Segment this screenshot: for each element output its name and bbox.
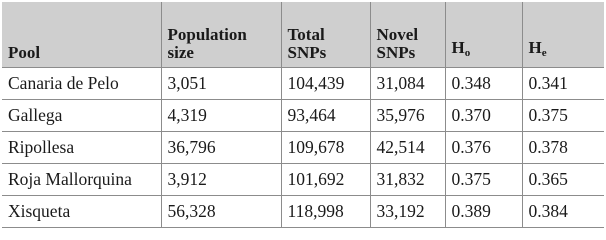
cell-pool: Roja Mallorquina xyxy=(2,164,161,196)
header-total-snps xyxy=(281,2,370,68)
cell-pool: Gallega xyxy=(2,100,161,132)
header-ho-subscript: o xyxy=(464,47,471,59)
header-he-subscript: e xyxy=(541,47,547,59)
cell-population-size: 36,796 xyxy=(161,132,281,164)
header-population-size-line2: size xyxy=(167,43,194,62)
cell-he: 0.365 xyxy=(522,164,604,196)
header-novel-snps-line1: Novel xyxy=(376,25,419,44)
header-total-snps-line1: Total xyxy=(287,25,325,44)
cell-pool: Xisqueta xyxy=(2,196,161,228)
cell-population-size: 56,328 xyxy=(161,196,281,228)
header-novel-snps-line2: SNPs xyxy=(376,43,416,62)
cell-ho: 0.375 xyxy=(445,164,522,196)
snp-summary-table-container xyxy=(2,2,604,230)
cell-total-snps: 109,678 xyxy=(281,132,370,164)
snp-summary-table xyxy=(2,2,604,228)
header-population-size xyxy=(161,2,281,68)
cell-ho: 0.376 xyxy=(445,132,522,164)
cell-population-size: 4,319 xyxy=(161,100,281,132)
cell-ho: 0.370 xyxy=(445,100,522,132)
cell-novel-snps: 33,192 xyxy=(370,196,445,228)
cell-total-snps: 104,439 xyxy=(281,68,370,100)
cell-pool: Canaria de Pelo xyxy=(2,68,161,100)
cell-novel-snps: 31,832 xyxy=(370,164,445,196)
table-row xyxy=(2,196,604,228)
cell-ho: 0.348 xyxy=(445,68,522,100)
cell-novel-snps: 31,084 xyxy=(370,68,445,100)
cell-he: 0.341 xyxy=(522,68,604,100)
header-ho-base: H xyxy=(451,38,465,57)
header-pool xyxy=(2,2,161,68)
table-row xyxy=(2,164,604,196)
header-he-base: H xyxy=(528,38,542,57)
cell-population-size: 3,051 xyxy=(161,68,281,100)
header-he xyxy=(522,2,604,68)
cell-population-size: 3,912 xyxy=(161,164,281,196)
cell-novel-snps: 42,514 xyxy=(370,132,445,164)
cell-total-snps: 93,464 xyxy=(281,100,370,132)
header-pool-label: Pool xyxy=(8,43,41,62)
table-row xyxy=(2,68,604,100)
cell-he: 0.375 xyxy=(522,100,604,132)
header-total-snps-line2: SNPs xyxy=(287,43,327,62)
header-ho xyxy=(445,2,522,68)
cell-ho: 0.389 xyxy=(445,196,522,228)
table-row xyxy=(2,132,604,164)
header-population-size-line1: Population xyxy=(167,25,247,44)
cell-total-snps: 118,998 xyxy=(281,196,370,228)
cell-pool: Ripollesa xyxy=(2,132,161,164)
table-row xyxy=(2,100,604,132)
cell-he: 0.378 xyxy=(522,132,604,164)
cell-total-snps: 101,692 xyxy=(281,164,370,196)
cell-he: 0.384 xyxy=(522,196,604,228)
header-novel-snps xyxy=(370,2,445,68)
table-header-row xyxy=(2,2,604,68)
cell-novel-snps: 35,976 xyxy=(370,100,445,132)
